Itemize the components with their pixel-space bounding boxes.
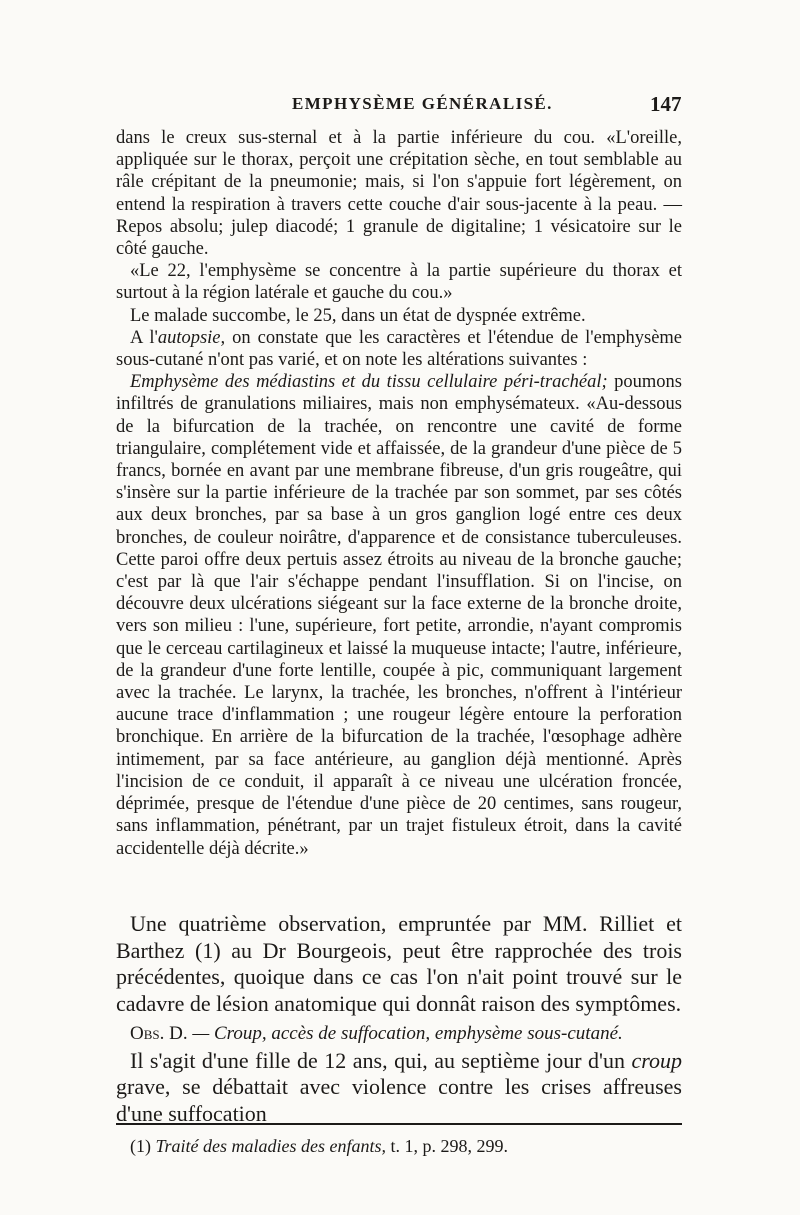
paragraph-autopsy: A l'autopsie, on constate que les caractères et l'étendue de l'emphysème sous-cutané n'ont pas varié, et on note les altérations suivantes : bbox=[116, 327, 683, 371]
footnote-divider bbox=[116, 1123, 682, 1125]
main-text-large bbox=[116, 911, 682, 1127]
paragraph-fourth-observation: Une quatrième observation, empruntée par MM. Rilliet et Barthez (1) au Dr Bourgeois, peut être rapprochée des trois précédentes, quoique dans ce cas l'on n'ait point trouvé sur le cadavre de lésion anatomique qui donnât raison des symptômes. bbox=[116, 911, 682, 1016]
paragraph-day-22: «Le 22, l'emphysème se concentre à la partie supérieure du thorax et surtout à la région latérale et gauche du cou.» bbox=[116, 261, 682, 304]
paragraph-continued: dans le creux sus-sternal et à la partie inférieure du cou. «L'oreille, appliquée sur le thorax, perçoit une crépitation sèche, en tout semblable au râle crépitant de la pneumonie; mais, si l'on s'appuie fort légèrement, on entend la respiration à travers cette couche d'air sous-jacente à la peau. — Repos absolu; julep diacodé; 1 granule de digitaline; 1 vésicatoire sur le côté gauche. bbox=[116, 128, 682, 260]
page-header bbox=[0, 94, 800, 124]
main-text-small bbox=[116, 127, 682, 860]
paragraph-death: Le malade succombe, le 25, dans un état de dyspnée extrême. bbox=[130, 305, 586, 326]
observation-heading: Obs. D. — Croup, accès de suffocation, emphysème sous-cutané. bbox=[130, 1023, 623, 1044]
paragraph-findings: Emphysème des médiastins et du tissu cellulaire péri-trachéal; poumons infiltrés de granulations miliaires, mais non emphysémateux. «Au-dessous de la bifurcation de la trachée, on rencontre une cavité de forme triangulaire, complétement vide et affaissée, de la grandeur d'une pièce de 5 francs, bornée en avant par une membrane fibreuse, d'un gris rougeâtre, qui s'insère sur la partie inférieure de la trachée par son sommet, par ses côtés aux deux bronches, par sa base à un gros ganglion logé entre ces deux bronches, de couleur noirâtre, d'apparence et de consistance tuberculeuses. Cette paroi offre deux pertuis assez étroits au niveau de la bronche gauche; c'est par là que l'air s'échappe pendant l'insufflation. Si on l'incise, on découvre deux ulcérations siégeant sur la face externe de la bronche droite, vers son milieu : l'une, supérieure, fort petite, arrondie, n'ayant compromis que le cerceau cartilagineux et laissé la muqueuse intacte; l'autre, inférieure, de la grandeur d'une forte lentille, coupée à pic, communiquant largement avec la trachée. Le larynx, la trachée, les bronches, n'offrent à l'intérieur aucune trace d'inflammation ; une rougeur légère entoure la perforation bronchique. En arrière de la bifurcation de la trachée, l'œsophage adhère intimement, par sa face antérieure, au ganglion déjà mentionné. Après l'incision de ce conduit, il apparaît à ce niveau une ulcération froncée, déprimée, presque de l'étendue d'une pièce de 20 centimes, sans rougeur, sans inflammation, pénétrant, par un trajet fistuleux étroit, dans la cavité accidentelle déjà décrite.» bbox=[116, 372, 682, 859]
page-number: 147 bbox=[650, 92, 682, 116]
paragraph-case: Il s'agit d'une fille de 12 ans, qui, au septième jour d'un croup grave, se débattait avec violence contre les crises affreuses d'une suffocation bbox=[116, 1047, 682, 1126]
footnote: (1) Traité des maladies des enfants, t. 1, p. 298, 299. bbox=[130, 1136, 509, 1156]
running-title: EMPHYSÈME GÉNÉRALISÉ. bbox=[292, 94, 553, 113]
